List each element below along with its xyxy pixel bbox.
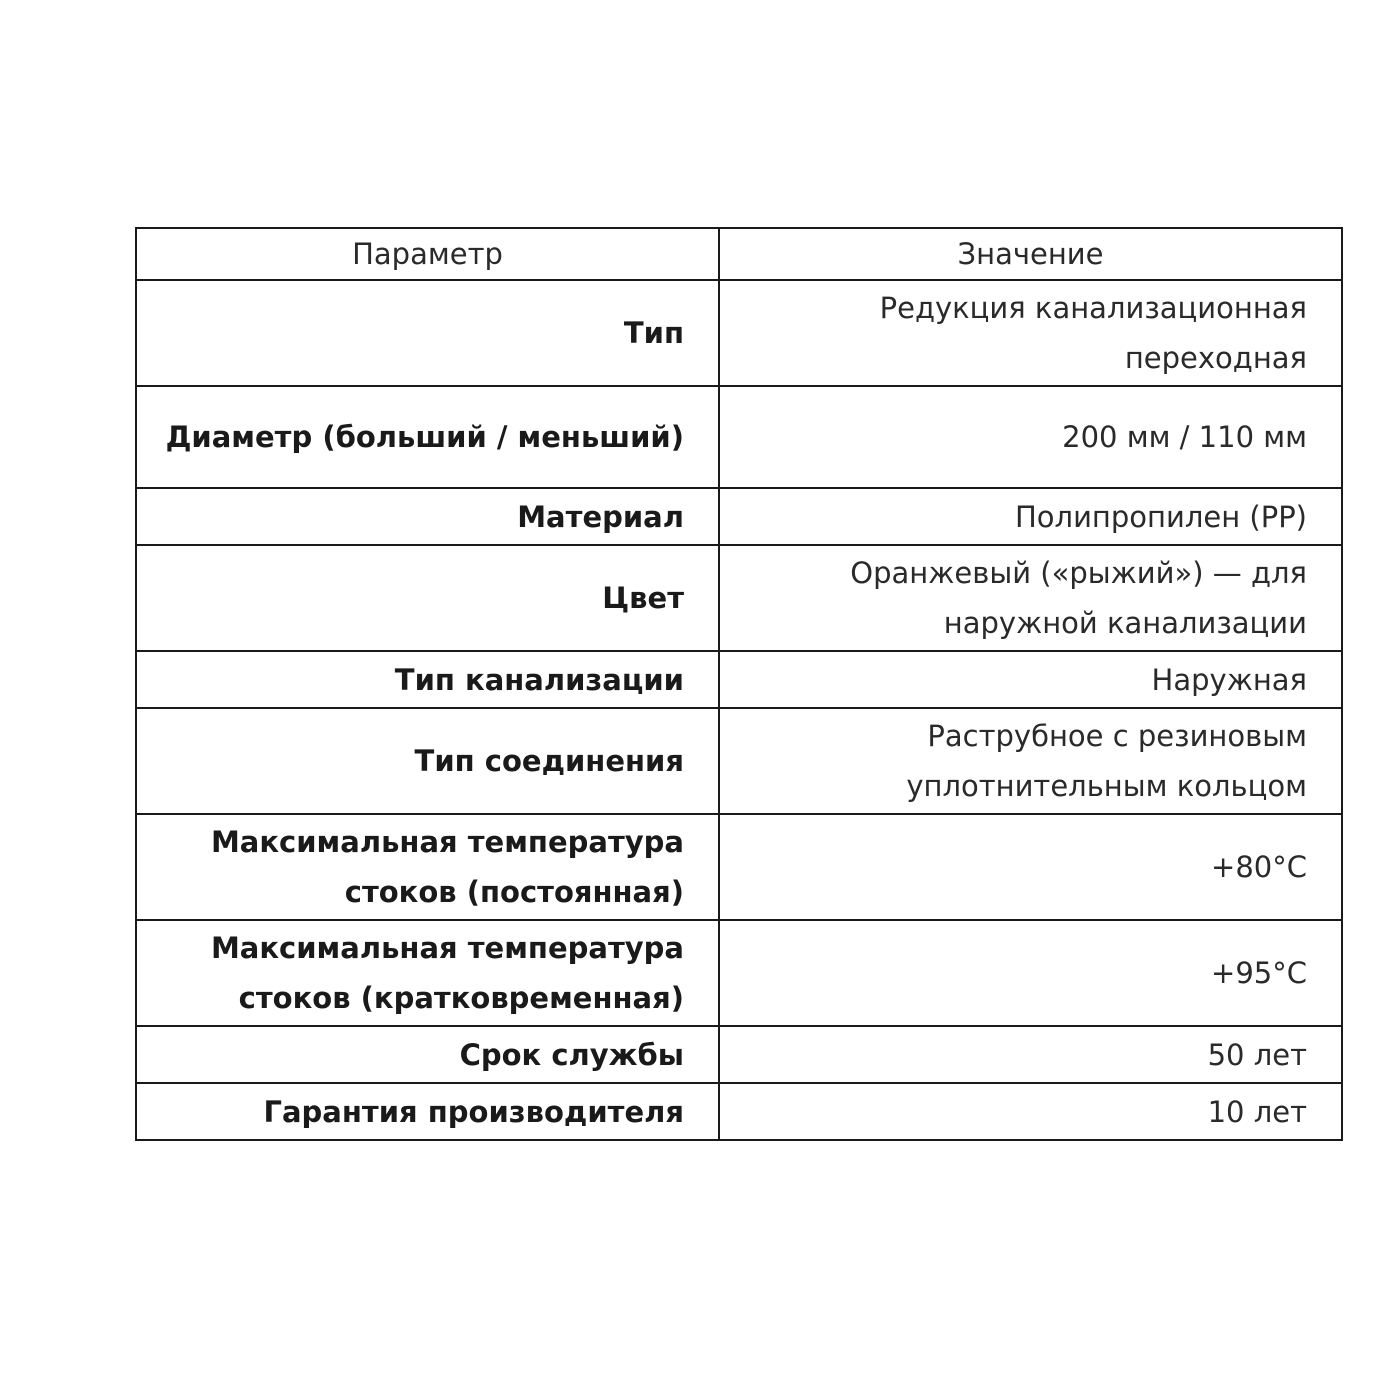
value-cell: Полипропилен (PP) <box>719 488 1342 545</box>
param-cell: Гарантия производителя <box>136 1083 719 1140</box>
spec-table <box>135 227 1343 1141</box>
value-cell: Редукция канализационная переходная <box>719 280 1342 386</box>
table-row <box>136 545 1342 651</box>
value-cell: Наружная <box>719 651 1342 708</box>
param-cell: Срок службы <box>136 1026 719 1083</box>
table-row <box>136 814 1342 920</box>
value-cell: 10 лет <box>719 1083 1342 1140</box>
value-cell: Оранжевый («рыжий») — для наружной канализации <box>719 545 1342 651</box>
param-cell: Максимальная температура стоков (кратковременная) <box>136 920 719 1026</box>
value-cell: 200 мм / 110 мм <box>719 386 1342 488</box>
table-row <box>136 1026 1342 1083</box>
header-param: Параметр <box>136 228 719 280</box>
table-row <box>136 708 1342 814</box>
table-row <box>136 386 1342 488</box>
param-cell: Диаметр (больший / меньший) <box>136 386 719 488</box>
table-row <box>136 280 1342 386</box>
header-value: Значение <box>719 228 1342 280</box>
table-row <box>136 920 1342 1026</box>
value-cell: Раструбное с резиновым уплотнительным кольцом <box>719 708 1342 814</box>
table-row <box>136 1083 1342 1140</box>
table-row <box>136 488 1342 545</box>
table-row <box>136 651 1342 708</box>
param-cell: Цвет <box>136 545 719 651</box>
value-cell: 50 лет <box>719 1026 1342 1083</box>
param-cell: Материал <box>136 488 719 545</box>
value-cell: +95°C <box>719 920 1342 1026</box>
param-cell: Максимальная температура стоков (постоянная) <box>136 814 719 920</box>
param-cell: Тип <box>136 280 719 386</box>
header-row <box>136 228 1342 280</box>
param-cell: Тип канализации <box>136 651 719 708</box>
param-cell: Тип соединения <box>136 708 719 814</box>
value-cell: +80°C <box>719 814 1342 920</box>
